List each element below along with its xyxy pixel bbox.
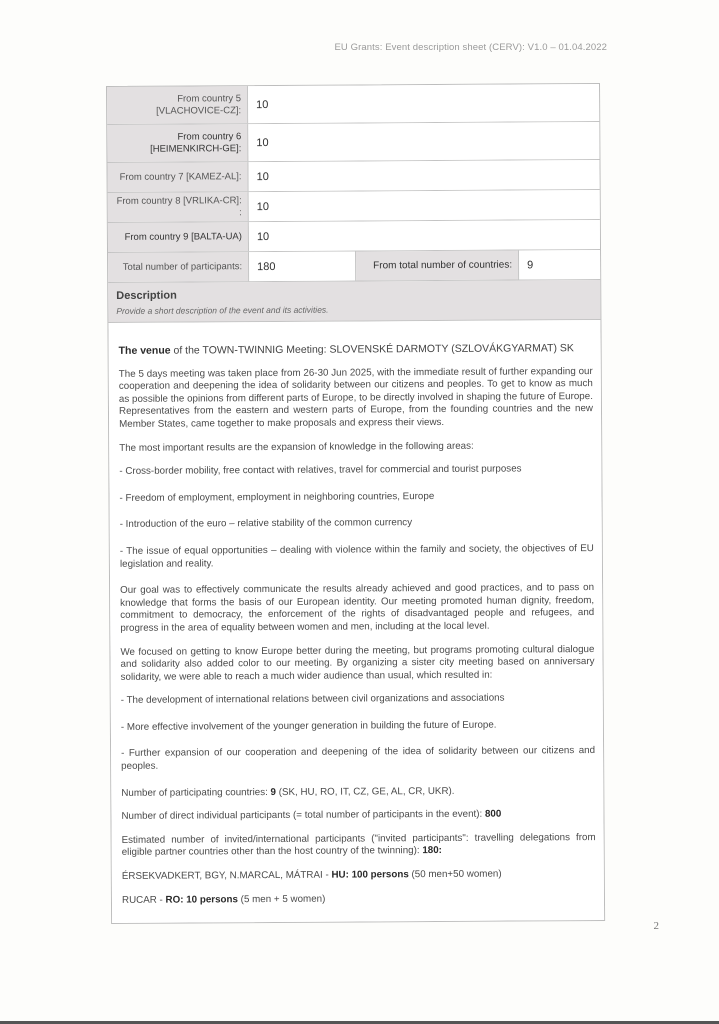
result-item: - The issue of equal opportunities – dealing with violence within the family and society, the objectives of EU legislation and reality.	[119, 542, 594, 570]
country-7-row	[107, 160, 599, 193]
direct-participants-value: 800	[484, 808, 502, 820]
goal-paragraph: Our goal was to effectively communicate the results already achieved and good practices, and to pass on knowledge that forms the basis of our European identity. Our meeting promoted human dignity, freedom, commitment to democracy, the enforcement of the rights of disadvantaged people and refugees, and progress in the area of equality between women and men, including at the local level.	[120, 582, 595, 634]
country-6-label-line1: From country 6	[177, 130, 242, 143]
countries-count-line	[121, 785, 595, 800]
direct-participants-label: Number of direct individual participants (= total number of participants in the event):	[121, 808, 485, 823]
outcome-item: - Further expansion of our cooperation and deepening of the idea of solidarity between our citizens and peoples.	[121, 745, 596, 772]
page-number: 2	[653, 920, 659, 932]
invited-participants-label: Estimated number of invited/international participants ("invited participants": travelling delegations from eligible partner countries other than the host country of the twinning):	[121, 831, 596, 859]
country-5-value[interactable]: 10	[248, 84, 599, 123]
country-7-label: From country 7 [KAMEZ-AL]:	[107, 162, 248, 192]
country-8-row	[108, 190, 600, 223]
venue-label: The venue	[118, 344, 171, 357]
hu-delegation-line	[122, 868, 596, 883]
outcome-item: - The development of international relations between civil organizations and associations	[120, 692, 505, 707]
running-header: EU Grants: Event description sheet (CERV): V1.0 – 01.04.2022	[334, 42, 607, 53]
focus-paragraph: We focused on getting to know Europe better during the meeting, but programs promoting cultural dialogue and solidarity also added color to our meeting. By organizing a sister city meeting based on anniversary solidarity, we were able to reach a much wider audience than usual, which resulted in:	[120, 643, 595, 683]
total-countries-value[interactable]: 9	[519, 250, 600, 279]
countries-count-value: 9	[270, 786, 277, 798]
country-8-value[interactable]: 10	[249, 190, 600, 221]
description-title: Description	[116, 289, 177, 302]
result-item: - Introduction of the euro – relative stability of the common currency	[119, 517, 413, 531]
totals-row	[108, 250, 600, 283]
hu-delegation-count: HU: 100 persons	[331, 869, 409, 881]
country-9-row	[108, 220, 600, 253]
country-6-row	[107, 122, 599, 163]
results-intro: The most important results are the expansion of knowledge in the following areas:	[119, 440, 474, 454]
countries-list: (SK, HU, RO, IT, CZ, GE, AL, CR, UKR).	[275, 785, 455, 798]
country-6-value[interactable]: 10	[248, 122, 599, 161]
ro-delegation-breakdown: (5 men + 5 women)	[237, 893, 326, 905]
country-5-row	[107, 84, 599, 125]
ro-delegation-count: RO: 10 persons	[165, 893, 238, 906]
result-item: - Cross-border mobility, free contact with relatives, travel for commercial and tourist purposes	[119, 463, 522, 478]
venue-line	[119, 342, 593, 357]
country-9-label: From country 9 [BALTA-UA)	[108, 222, 249, 252]
country-5-label-line1: From country 5	[177, 92, 242, 105]
ro-delegation-town: RUCAR -	[121, 894, 166, 906]
country-8-label: From country 8 [VRLIKA-CR]: :	[108, 192, 249, 222]
total-participants-label: Total number of participants:	[108, 252, 249, 282]
venue-text: of the TOWN-TWINNIG Meeting: SLOVENSKÉ DARMOTY (SZLOVÁKGYARMAT) SK	[170, 342, 574, 357]
description-header	[108, 280, 600, 323]
hu-delegation-breakdown: (50 men+50 women)	[408, 868, 502, 881]
result-item: - Freedom of employment, employment in neighboring countries, Europe	[119, 490, 435, 504]
invited-participants-value: 180:	[422, 845, 442, 857]
meeting-paragraph: The 5 days meeting was taken place from 26-30 Jun 2025, with the immediate result of further expanding our cooperation and deepening the idea of solidarity between our citizens and peoples. To get to know as much as possible the opinions from different parts of Europe, to be directly involved in shaping the future of Europe. Representatives from the eastern and western parts of Europe, from the founding countries and the new Member States, came together to make proposals and express their views.	[118, 365, 594, 430]
direct-participants-line	[121, 808, 595, 823]
description-text-area[interactable]	[108, 320, 604, 923]
countries-count-label: Number of participating countries:	[121, 786, 271, 799]
country-7-value[interactable]: 10	[248, 160, 599, 191]
ro-delegation-line	[122, 892, 596, 907]
outcome-item: - More effective involvement of the younger generation in building the future of Europe.	[120, 719, 497, 733]
hu-delegation-towns: ÉRSEKVADKERT, BGY, N.MARCAL, MÁTRAI -	[121, 869, 332, 882]
invited-participants-line	[122, 832, 596, 860]
country-6-label	[107, 124, 248, 162]
country-9-value[interactable]: 10	[249, 220, 600, 251]
total-countries-label: From total number of countries:	[356, 250, 519, 280]
country-5-label	[107, 86, 248, 124]
event-description-form	[106, 83, 605, 924]
total-participants-value[interactable]: 180	[249, 251, 356, 281]
description-instructions: Provide a short description of the event and its activities.	[116, 304, 329, 316]
country-5-label-line2: [VLACHOVICE-CZ]:	[156, 104, 242, 117]
country-6-label-line2: [HEIMENKIRCH-GE]:	[150, 142, 242, 155]
